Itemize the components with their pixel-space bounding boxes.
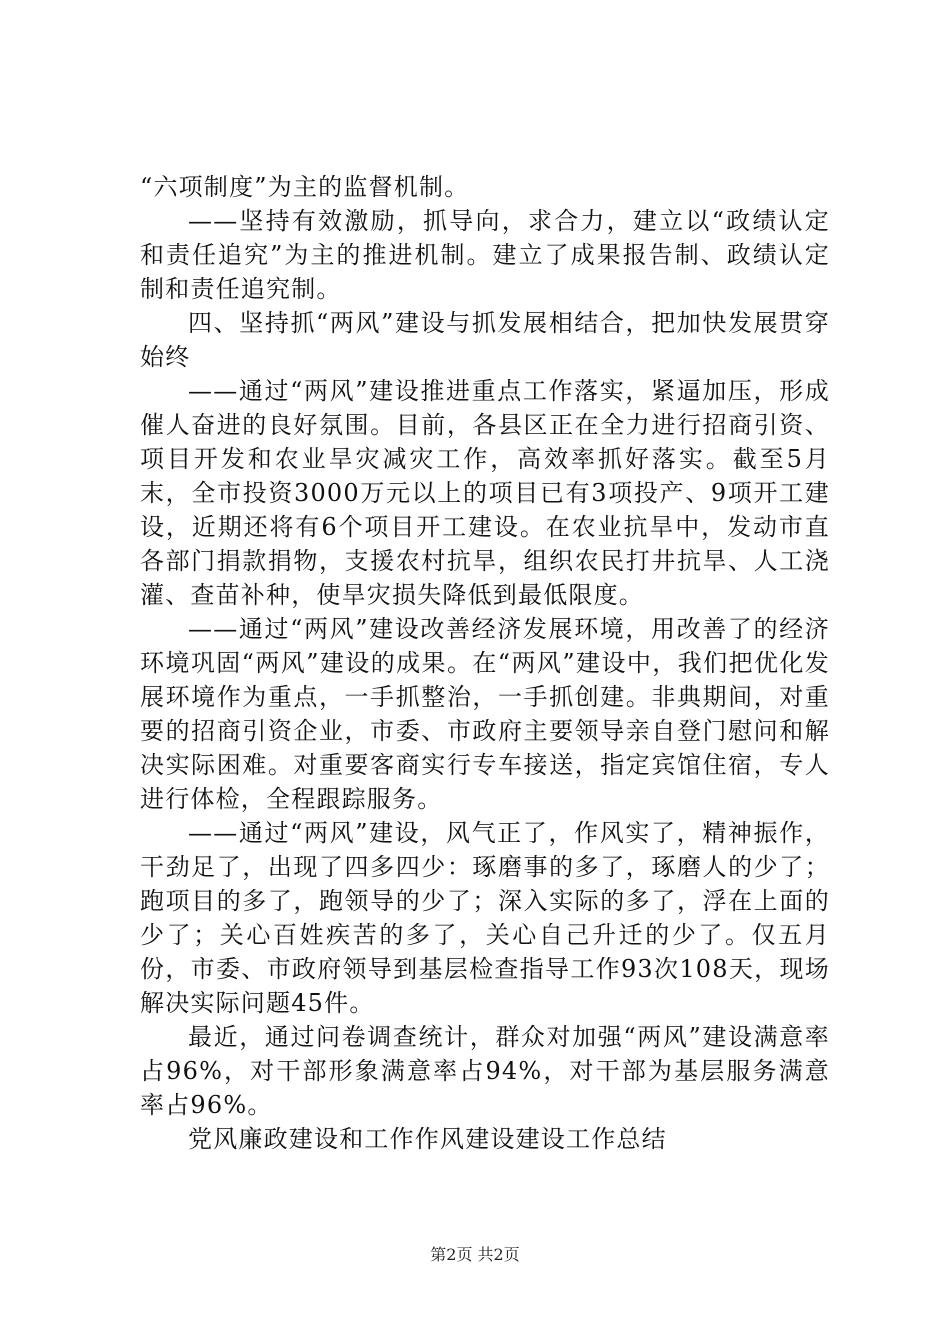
document-title-line: 党风廉政建设和工作作风建设建设工作总结	[188, 1125, 667, 1153]
section-heading-4: 四、坚持抓“两风”建设与抓发展相结合，把加快发展贯穿始终	[140, 309, 830, 371]
paragraph-7: 最近，通过问卷调查统计，群众对加强“两风”建设满意率占96%，对干部形象满意率占94%，对干部为基层服务满意率占96%。	[140, 1023, 830, 1119]
paragraph-2: ——坚持有效激励，抓导向，求合力，建立以“政绩认定和责任追究”为主的推进机制。建立了成果报告制、政绩认定制和责任追究制。	[140, 207, 830, 303]
paragraph-5: ——通过“两风”建设改善经济发展环境，用改善了的经济环境巩固“两风”建设的成果。在“两风”建设中，我们把优化发展环境作为重点，一手抓整治，一手抓创建。非典期间，对重要的招商引资企业，市委、市政府主要领导亲自登门慰问和解决实际困难。对重要客商实行专车接送，指定宾馆住宿，专人进行体检，全程跟踪服务。	[140, 615, 830, 813]
paragraph-4: ——通过“两风”建设推进重点工作落实，紧逼加压，形成催人奋进的良好氛围。目前，各县区正在全力进行招商引资、项目开发和农业旱灾减灾工作，高效率抓好落实。截至5月末，全市投资3000万元以上的项目已有3项投产、9项开工建设，近期还将有6个项目开工建设。在农业抗旱中，发动市直各部门捐款捐物，支援农村抗旱，组织农民打井抗旱、人工浇灌、查苗补种，使旱灾损失降低到最低限度。	[140, 377, 830, 609]
paragraph-6: ——通过“两风”建设，风气正了，作风实了，精神振作，干劲足了，出现了四多四少：琢磨事的多了，琢磨人的少了；跑项目的多了，跑领导的少了；深入实际的多了，浮在上面的少了；关心百姓疾苦的多了，关心自己升迁的少了。仅五月份，市委、市政府领导到基层检查指导工作93次108天，现场解决实际问题45件。	[140, 819, 830, 1017]
paragraph-1: “六项制度”为主的监督机制。	[140, 173, 470, 201]
page-footer: 第2页 共2页	[430, 1245, 520, 1264]
document-body	[140, 170, 830, 1156]
